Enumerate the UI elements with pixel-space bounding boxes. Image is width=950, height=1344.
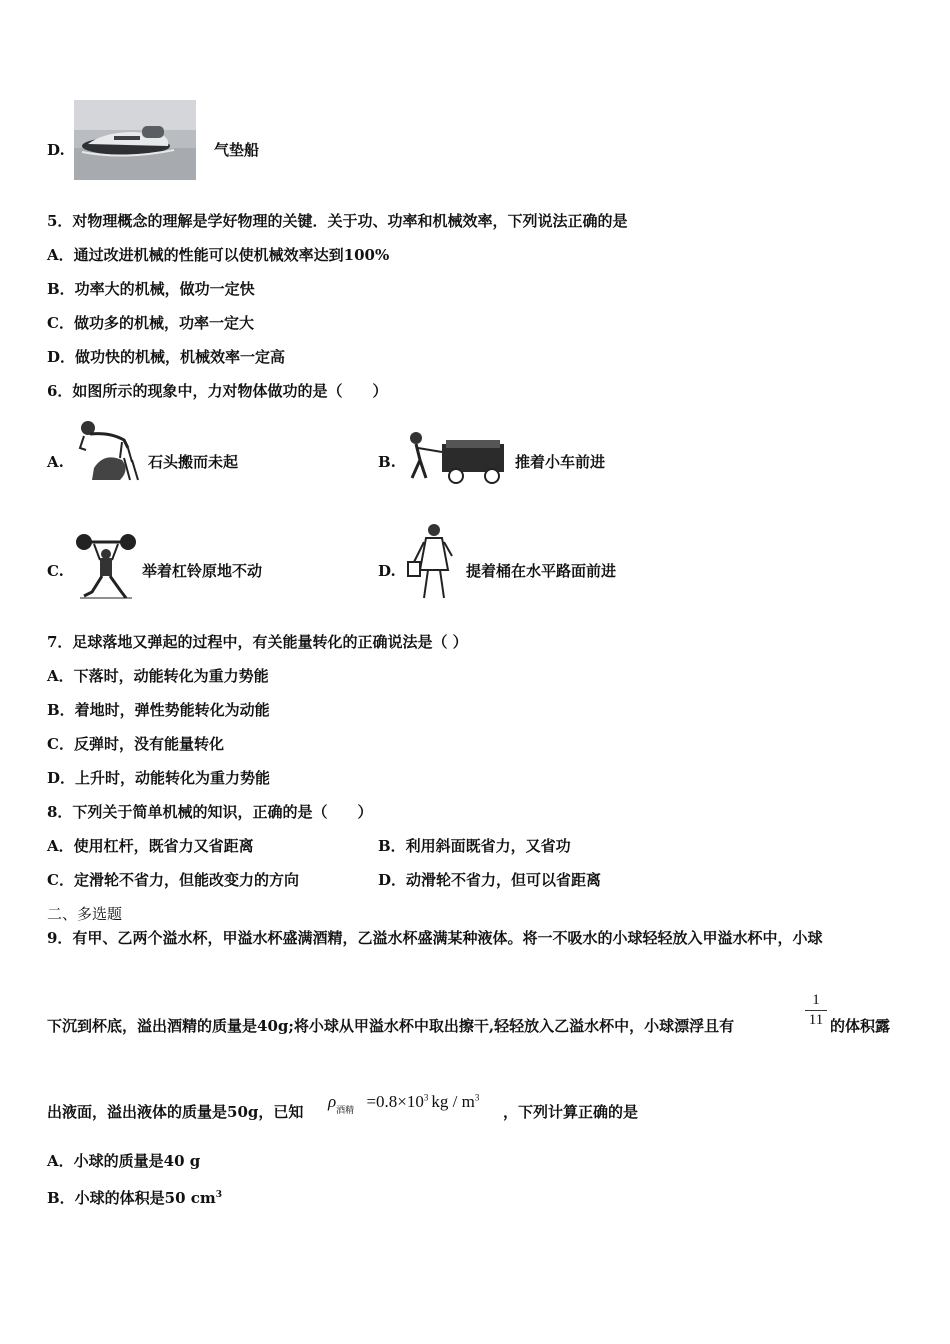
q4-option-d-text: 气垫船 xyxy=(214,141,260,159)
fraction-one-eleventh xyxy=(805,992,827,1029)
q9-option-a: A．小球的质量是40 g xyxy=(47,1152,201,1170)
barbell-image xyxy=(76,532,136,602)
lifting-stone-image xyxy=(74,418,144,484)
q7-option-b: B．着地时，弹性势能转化为动能 xyxy=(47,701,270,719)
q6-option-b-text: 推着小车前进 xyxy=(515,453,606,471)
q9-option-b-text: B．小球的体积是50 cm xyxy=(47,1189,216,1207)
q9-option-b xyxy=(47,1185,222,1208)
hovercraft-image xyxy=(74,100,196,180)
q7-stem: 7．足球落地又弹起的过程中，有关能量转化的正确说法是（ ） xyxy=(47,633,468,651)
q7-option-c: C．反弹时，没有能量转化 xyxy=(47,735,224,753)
q8-option-b: B．利用斜面既省力，又省功 xyxy=(378,837,571,855)
q6-option-a-label: A. xyxy=(47,453,64,471)
density-formula xyxy=(328,1092,480,1115)
fraction-denominator: 11 xyxy=(808,1012,824,1028)
q6-option-d-label: D. xyxy=(378,562,396,580)
q5-option-c: C．做功多的机械，功率一定大 xyxy=(47,314,254,332)
formula-exponent: 3 xyxy=(423,1092,429,1103)
formula-value: =0.8×10 xyxy=(366,1092,424,1111)
q7-option-a: A．下落时，动能转化为重力势能 xyxy=(47,667,269,685)
q5-option-a: A．通过改进机械的性能可以使机械效率达到100% xyxy=(47,246,390,264)
q6-option-b-label: B. xyxy=(378,453,396,471)
q9-line2a: 下沉到杯底，溢出酒精的质量是40g;将小球从甲溢水杯中取出擦干,轻轻放入乙溢水杯中，小球漂浮且有 xyxy=(47,1017,735,1035)
q6-option-c-text: 举着杠铃原地不动 xyxy=(142,562,263,580)
pushing-cart-image xyxy=(402,428,512,486)
q8-option-c: C．定滑轮不省力，但能改变力的方向 xyxy=(47,871,299,889)
section-title: 二、多选题 xyxy=(47,905,123,923)
q8-option-d: D．动滑轮不省力，但可以省距离 xyxy=(378,871,602,889)
q6-option-c-label: C. xyxy=(47,562,64,580)
q9-line2b: 的体积露 xyxy=(830,1017,891,1035)
q8-stem: 8．下列关于简单机械的知识，正确的是（ ） xyxy=(47,803,373,821)
q5-option-b: B．功率大的机械，做功一定快 xyxy=(47,280,255,298)
q9-line3b: ，下列计算正确的是 xyxy=(503,1103,639,1121)
q5-option-d: D．做功快的机械，机械效率一定高 xyxy=(47,348,286,366)
fraction-numerator: 1 xyxy=(812,992,820,1008)
carrying-bucket-image xyxy=(404,522,460,602)
q9-option-b-sup: 3 xyxy=(215,1190,223,1200)
q6-stem: 6．如图所示的现象中，力对物体做功的是（ ） xyxy=(47,382,388,400)
formula-rho: ρ xyxy=(328,1092,337,1111)
formula-unit-exponent: 3 xyxy=(474,1092,480,1103)
q8-option-a: A．使用杠杆，既省力又省距离 xyxy=(47,837,254,855)
q7-option-d: D．上升时，动能转化为重力势能 xyxy=(47,769,271,787)
q6-option-d-text: 提着桶在水平路面前进 xyxy=(466,562,617,580)
formula-unit: kg / m xyxy=(431,1092,475,1111)
q9-line3a: 出液面，溢出液体的质量是50g，已知 xyxy=(47,1103,304,1121)
q6-option-a-text: 石头搬而未起 xyxy=(148,453,239,471)
q9-line1: 9．有甲、乙两个溢水杯，甲溢水杯盛满酒精，乙溢水杯盛满某种液体。将一不吸水的小球轻轻放入甲溢水杯中，小球 xyxy=(47,929,823,947)
q5-stem: 5．对物理概念的理解是学好物理的关键．关于功、功率和机械效率，下列说法正确的是 xyxy=(47,212,628,230)
formula-subscript: 酒精 xyxy=(336,1105,355,1115)
q4-option-d-label: D. xyxy=(47,141,65,159)
